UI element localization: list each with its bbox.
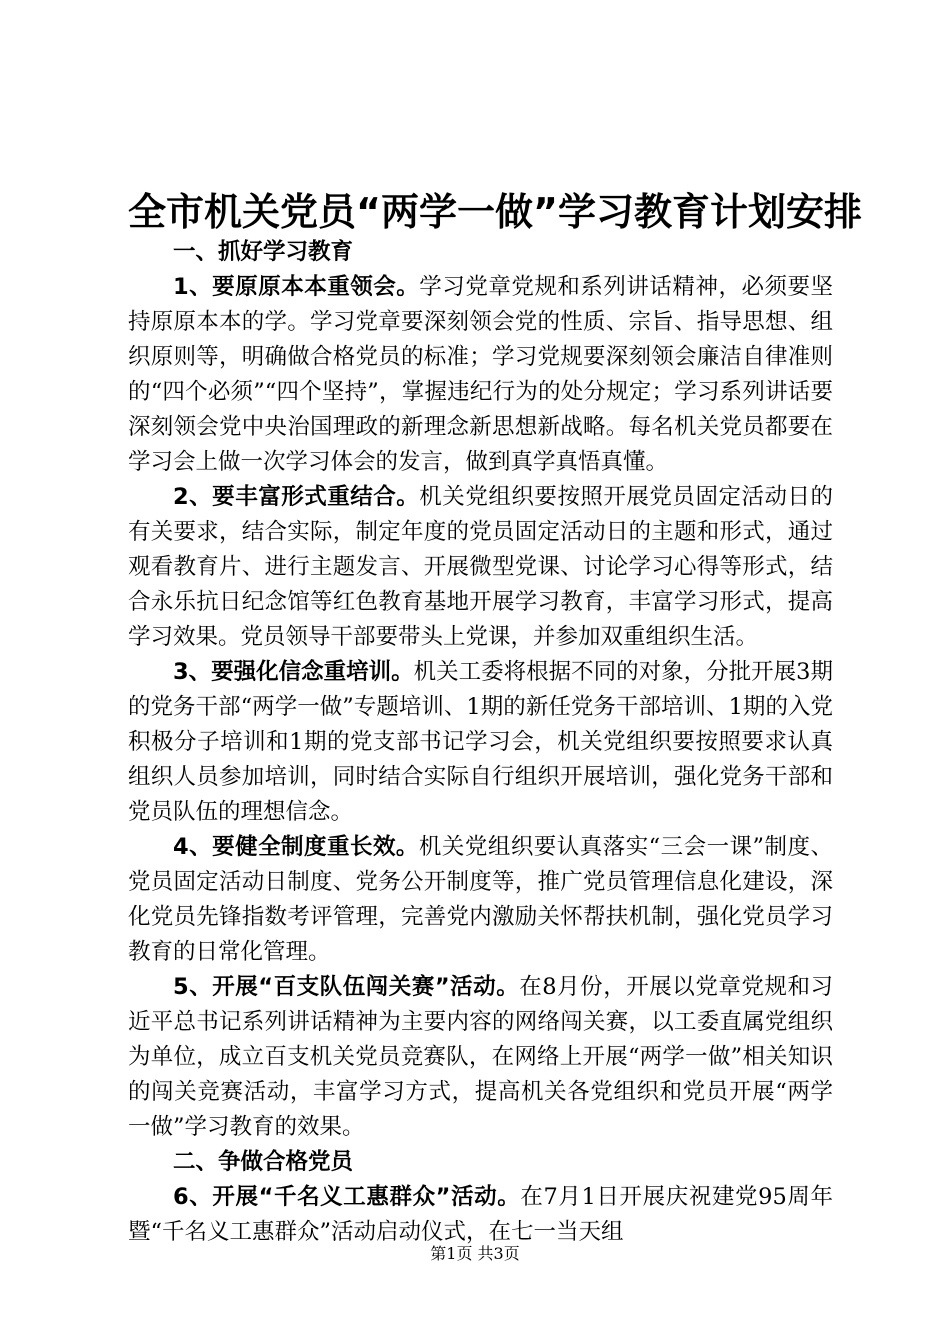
paragraph-text: 机关党组织要认真落实“三会一课”制度、党员固定活动日制度、党务公开制度等，推广党员管理信息化建设，深化党员先锋指数考评管理，完善党内激励关怀帮扶机制，强化党员学习教育的日常化管理。 (128, 834, 833, 965)
paragraph (128, 270, 833, 480)
paragraph (128, 480, 833, 655)
paragraph-text: 在7月1日开展庆祝建党95周年暨“千名义工惠群众”活动启动仪式，在七一当天组 (128, 1184, 833, 1245)
paragraph-lead: 3、要强化信念重培训。 (173, 659, 414, 685)
paragraph-lead: 1、要原原本本重领会。 (173, 274, 420, 300)
paragraph (128, 970, 833, 1145)
section-heading: 一、抓好学习教育 (173, 239, 354, 265)
paragraph-lead: 6、开展“千名义工惠群众”活动。 (173, 1184, 521, 1210)
paragraph-text: 机关工委将根据不同的对象，分批开展3期的党务干部“两学一做”专题培训、1期的新任党务干部培训、1期的入党积极分子培训和1期的党支部书记学习会，机关党组织要按照要求认真组织人员参加培训，同时结合实际自行组织开展培训，强化党务干部和党员队伍的理想信念。 (128, 659, 833, 825)
page-footer: 第1页 共3页 (430, 1244, 520, 1263)
paragraph-lead: 2、要丰富形式重结合。 (173, 484, 420, 510)
section-heading: 二、争做合格党员 (173, 1149, 354, 1175)
paragraph-text: 在8月份，开展以党章党规和习近平总书记系列讲话精神为主要内容的网络闯关赛，以工委直属党组织为单位，成立百支机关党员竞赛队，在网络上开展“两学一做”相关知识的闯关竞赛活动，丰富学习方式，提高机关各党组织和党员开展“两学一做”学习教育的效果。 (128, 974, 833, 1140)
document-title: 全市机关党员“两学一做”学习教育计划安排 (128, 190, 862, 234)
paragraph (128, 1180, 833, 1250)
paragraph-lead: 5、开展“百支队伍闯关赛”活动。 (173, 974, 520, 1000)
paragraph-text: 学习党章党规和系列讲话精神，必须要坚持原原本本的学。学习党章要深刻领会党的性质、宗旨、指导思想、组织原则等，明确做合格党员的标准；学习党规要深刻领会廉洁自律准则的“四个必须”“四个坚持”，掌握违纪行为的处分规定；学习系列讲话要深刻领会党中央治国理政的新理念新思想新战略。每名机关党员都要在学习会上做一次学习体会的发言，做到真学真悟真懂。 (128, 274, 833, 475)
paragraph (128, 655, 833, 830)
paragraph (128, 830, 833, 970)
document-body (128, 235, 833, 1250)
paragraph-lead: 4、要健全制度重长效。 (173, 834, 419, 860)
paragraph-text: 机关党组织要按照开展党员固定活动日的有关要求，结合实际，制定年度的党员固定活动日的主题和形式，通过观看教育片、进行主题发言、开展微型党课、讨论学习心得等形式，结合永乐抗日纪念馆等红色教育基地开展学习教育，丰富学习形式，提高学习效果。党员领导干部要带头上党课，并参加双重组织生活。 (128, 484, 833, 650)
